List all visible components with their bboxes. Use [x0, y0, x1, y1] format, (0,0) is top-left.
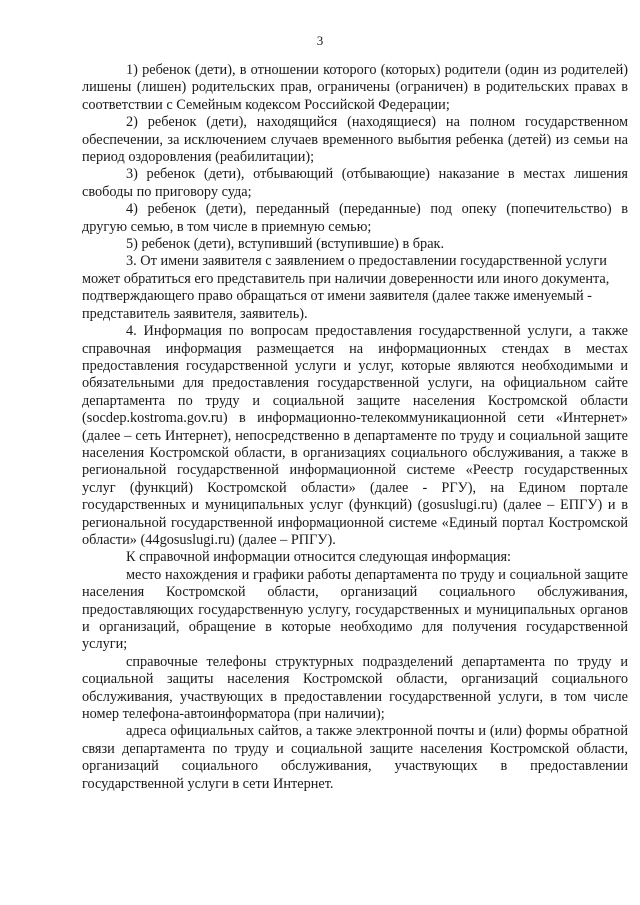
paragraph-3: 3) ребенок (дети), отбывающий (отбывающие) наказание в местах лишения свободы по приговору суда; [82, 166, 628, 200]
paragraph-7: 4. Информация по вопросам предоставления государственной услуги, а также справочная информация размещается на информационных стендах в местах предоставления государственной услуги и услуг, которые являются необходимыми и обязательными для предоставления государственной услуги, на официальном сайте департамента по труду и социальной защите населения Костромской области (socdep.kostroma.gov.ru) в информационно-телекоммуникационной сети «Интернет» (далее – сеть Интернет), непосредственно в департаменте по труду и социальной защите населения Костромской области, в организациях социального обслуживания, а также в региональной государственной информационной системе «Реестр государственных услуг (функций) Костромской области» (далее - РГУ), на Едином портале государственных и муниципальных услуг (функций) (gosuslugi.ru) (далее – ЕПГУ) и в региональной государственной информационной системе «Единый портал Костромской области» (44gosuslugi.ru) (далее – РПГУ). [82, 323, 628, 548]
document-body [82, 62, 628, 793]
paragraph-11: адреса официальных сайтов, а также электронной почты и (или) формы обратной связи департамента по труду и социальной защите населения Костромской области, организаций социального обслуживания, участвующих в предоставлении государственной услуги в сети Интернет. [82, 723, 628, 792]
paragraph-5: 5) ребенок (дети), вступивший (вступившие) в брак. [126, 236, 445, 253]
page-number: 3 [316, 33, 324, 48]
paragraph-8: К справочной информации относится следующая информация: [126, 549, 512, 566]
paragraph-2: 2) ребенок (дети), находящийся (находящиеся) на полном государственном обеспечении, за исключением случаев временного выбытия ребенка (детей) из семьи на период оздоровления (реабилитации); [82, 114, 628, 166]
paragraph-10: справочные телефоны структурных подразделений департамента по труду и социальной защиты населения Костромской области, организаций социального обслуживания, участвующих в предоставлении государственной услуги, в том числе номер телефона-автоинформатора (при наличии); [82, 653, 628, 723]
paragraph-6: 3. От имени заявителя с заявлением о предоставлении государственной услуги может обратиться его представитель при наличии доверенности или иного документа, подтверждающего право обращаться от имени заявителя (далее также именуемый - представитель заявителя, заявитель). [82, 253, 610, 322]
paragraph-1: 1) ребенок (дети), в отношении которого (которых) родители (один из родителей) лишены (лишен) родительских прав, ограничены (ограничен) в родительских правах в соответствии с Семейным кодексом Российской Федерации; [82, 62, 628, 113]
paragraph-9: место нахождения и графики работы департамента по труду и социальной защите населения Костромской области, организаций социального обслуживания, предоставляющих государственную услугу, государственных и муниципальных органов и организаций, обращение в которые необходимо для получения государственной услуги; [82, 566, 628, 653]
paragraph-4: 4) ребенок (дети), переданный (переданные) под опеку (попечительство) в другую семью, в том числе в приемную семью; [82, 201, 628, 235]
